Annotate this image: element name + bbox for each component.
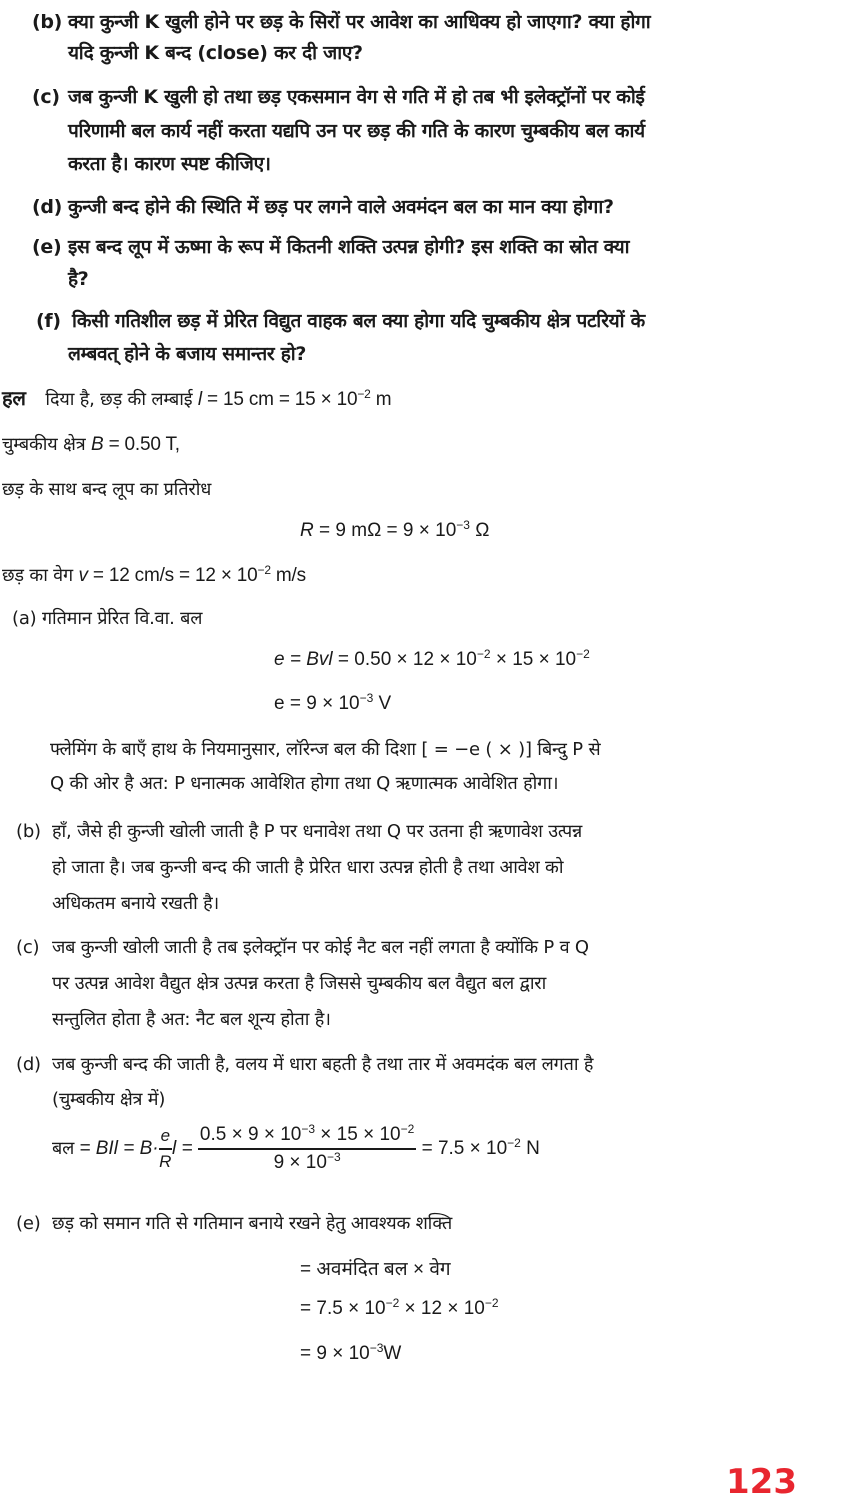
question-text: किसी गतिशील छड़ में प्रेरित विद्युत वाहक बल क्या होगा यदि चुम्बकीय क्षेत्र पटरियों के — [72, 310, 645, 332]
fleming-paragraph-line1 — [50, 737, 600, 761]
length-var: l — [197, 389, 202, 410]
power-step-2-exp-a: −2 — [385, 1296, 400, 1310]
part-e — [16, 1211, 452, 1235]
resistance-exp: −3 — [456, 518, 470, 532]
resistance-text: छड़ के साथ बन्द लूप का प्रतिरोध — [2, 479, 212, 500]
power-step-3-unit: W — [383, 1343, 402, 1364]
question-text: लम्बवत् होने के बजाय समान्तर हो? — [68, 343, 307, 365]
power-step-2 — [300, 1298, 499, 1320]
length-unit: m — [375, 389, 392, 410]
emf-rhs-b: × 15 × 10 — [490, 649, 577, 670]
emf-lhs: e = — [274, 649, 307, 670]
part-c — [16, 935, 589, 959]
question-c-line3 — [68, 150, 271, 176]
force-eq-2: l = — [172, 1138, 198, 1160]
length-eq: = 15 cm = 15 × 10 — [207, 389, 358, 410]
part-c-text: पर उत्पन्न आवेश वैद्युत क्षेत्र उत्पन्न करता है जिससे चुम्बकीय बल वैद्युत बल द्वारा — [52, 973, 547, 994]
fraction-force — [198, 1124, 416, 1174]
frac-num-exp-a: −3 — [301, 1122, 316, 1136]
part-e-text: छड़ को समान गति से गतिमान बनाये रखने हेतु आवश्यक शक्ति — [52, 1213, 453, 1234]
question-c-line2 — [68, 117, 645, 143]
part-d — [16, 1052, 593, 1076]
question-text: परिणामी बल कार्य नहीं करता यद्यपि उन पर छड़ की गति के कारण चुम्बकीय बल कार्य — [68, 120, 645, 142]
velocity-text: छड़ का वेग — [2, 565, 73, 586]
part-label: (b) — [16, 821, 41, 842]
solution-heading: हल — [2, 386, 26, 410]
frac-num: e — [159, 1126, 172, 1150]
part-b-line3 — [52, 891, 219, 915]
emf-bvl: Bvl — [306, 649, 333, 670]
part-label: (c) — [16, 937, 40, 958]
frac-num-b: × 15 × 10 — [315, 1124, 401, 1145]
part-b — [16, 819, 582, 843]
question-e-line2 — [68, 265, 89, 291]
frac-den-exp: −3 — [326, 1150, 341, 1164]
question-text: करता है। कारण स्पष्ट कीजिए। — [68, 153, 271, 175]
force-eq-1: = BIl = B· — [74, 1138, 159, 1160]
force-result: = 7.5 × 10 — [416, 1138, 508, 1160]
solution-velocity — [2, 563, 306, 587]
velocity-eq: = 12 cm/s = 12 × 10 — [92, 565, 258, 586]
field-eq: = 0.50 T, — [108, 434, 180, 455]
field-var: B — [90, 434, 104, 455]
page-number: 123 — [726, 1462, 797, 1502]
velocity-unit: m/s — [275, 565, 306, 586]
question-b-line2 — [68, 39, 363, 65]
paragraph-text: Q की ओर है अत: P धनात्मक आवेशित होगा तथा Q ऋणात्मक आवेशित होगा। — [50, 773, 559, 794]
resistance-var: R — [300, 520, 314, 541]
question-e — [32, 233, 629, 259]
power-step-1-text: = अवमंदित बल × वेग — [300, 1259, 451, 1280]
force-result-unit: N — [520, 1138, 540, 1160]
question-label: (b) — [32, 11, 63, 33]
fleming-paragraph-line2 — [50, 771, 558, 795]
power-step-3-val: = 9 × 10 — [300, 1343, 370, 1364]
emf-equation-2 — [274, 693, 391, 715]
resistance-unit: Ω — [475, 520, 490, 541]
question-text: इस बन्द लूप में ऊष्मा के रूप में कितनी शक्ति उत्पन्न होगी? इस शक्ति का स्रोत क्या — [68, 236, 630, 258]
part-c-line2 — [52, 971, 546, 995]
power-step-1 — [300, 1255, 451, 1281]
solution-field — [2, 432, 180, 456]
force-equation — [52, 1124, 540, 1174]
power-step-2-a: = 7.5 × 10 — [300, 1298, 386, 1319]
question-f — [36, 307, 645, 333]
power-step-3-exp: −3 — [369, 1341, 384, 1355]
question-label: (c) — [32, 86, 60, 108]
frac-den-val: 9 × 10 — [273, 1152, 327, 1173]
frac-num-a: 0.5 × 9 × 10 — [199, 1124, 302, 1145]
part-c-text: जब कुन्जी खोली जाती है तब इलेक्ट्रॉन पर कोई नैट बल नहीं लगता है क्योंकि P व Q — [52, 937, 589, 958]
question-text: है? — [68, 268, 89, 290]
solution-resistance-text — [2, 477, 211, 501]
solution-given-length — [2, 384, 391, 411]
part-b-text: हाँ, जैसे ही कुन्जी खोली जाती है P पर धनावेश तथा Q पर उतना ही ऋणावेश उत्पन्न — [52, 821, 583, 842]
part-d-line2 — [52, 1087, 165, 1111]
part-label: (d) — [16, 1054, 41, 1075]
velocity-var: v — [78, 565, 88, 586]
question-f-line2 — [68, 340, 306, 366]
question-label: (f) — [36, 310, 61, 332]
resistance-eq: = 9 mΩ = 9 × 10 — [319, 520, 457, 541]
force-result-exp: −2 — [507, 1136, 521, 1151]
emf-result-unit: V — [373, 693, 392, 714]
velocity-exp: −2 — [257, 563, 271, 577]
question-text: क्या कुन्जी K खुली होने पर छड़ के सिरों पर आवेश का आधिक्य हो जाएगा? क्या होगा — [68, 11, 651, 33]
part-label: (e) — [16, 1213, 41, 1234]
question-label: (e) — [32, 236, 62, 258]
paragraph-text: फ्लेमिंग के बाएँ हाथ के नियमानुसार, लॉरेन्ज बल की दिशा [ = −e ( × )] बिन्दु P से — [50, 739, 601, 760]
emf-result: e = 9 × 10 — [274, 693, 360, 714]
power-step-2-exp-b: −2 — [484, 1296, 499, 1310]
part-c-line3 — [52, 1007, 331, 1031]
question-d — [32, 193, 614, 219]
question-text: कुन्जी बन्द होने की स्थिति में छड़ पर लगने वाले अवमंदन बल का मान क्या होगा? — [68, 196, 614, 218]
frac-num-exp-b: −2 — [400, 1122, 415, 1136]
emf-exp-b: −2 — [576, 647, 590, 661]
frac-numerator — [198, 1124, 416, 1150]
part-b-text: हो जाता है। जब कुन्जी बन्द की जाती है प्रेरित धारा उत्पन्न होती है तथा आवेश को — [52, 857, 564, 878]
part-d-text: (चुम्बकीय क्षेत्र में) — [52, 1089, 166, 1110]
power-step-3 — [300, 1343, 401, 1365]
part-b-line2 — [52, 855, 563, 879]
force-word: बल — [52, 1138, 75, 1159]
resistance-equation — [300, 520, 489, 542]
emf-rhs-a: = 0.50 × 12 × 10 — [332, 649, 477, 670]
fraction-e-over-r — [159, 1126, 172, 1172]
length-exp: −2 — [357, 387, 371, 401]
given-intro: दिया है, छड़ की लम्बाई — [45, 389, 193, 410]
part-c-text: सन्तुलित होता है अत: नैट बल शून्य होता है। — [52, 1009, 331, 1030]
power-step-2-b: × 12 × 10 — [399, 1298, 485, 1319]
field-text: चुम्बकीय क्षेत्र — [2, 434, 86, 455]
part-label: (a) — [12, 608, 37, 629]
question-text: यदि कुन्जी K बन्द (close) कर दी जाए? — [68, 42, 363, 64]
question-text: जब कुन्जी K खुली हो तथा छड़ एकसमान वेग से गति में हो तब भी इलेक्ट्रॉनों पर कोई — [68, 86, 645, 108]
part-d-text: जब कुन्जी बन्द की जाती है, वलय में धारा बहती है तथा तार में अवमदंक बल लगता है — [52, 1054, 594, 1075]
part-a-text: गतिमान प्रेरित वि.वा. बल — [42, 608, 203, 629]
question-b — [32, 8, 650, 34]
question-label: (d) — [32, 196, 63, 218]
emf-result-exp: −3 — [359, 691, 374, 705]
question-c — [32, 83, 645, 109]
frac-den: R — [159, 1152, 172, 1171]
emf-equation-1 — [274, 649, 590, 671]
part-a-heading — [12, 606, 202, 630]
emf-exp-a: −2 — [476, 647, 491, 661]
frac-denominator — [198, 1150, 416, 1174]
part-b-text: अधिकतम बनाये रखती है। — [52, 893, 220, 914]
